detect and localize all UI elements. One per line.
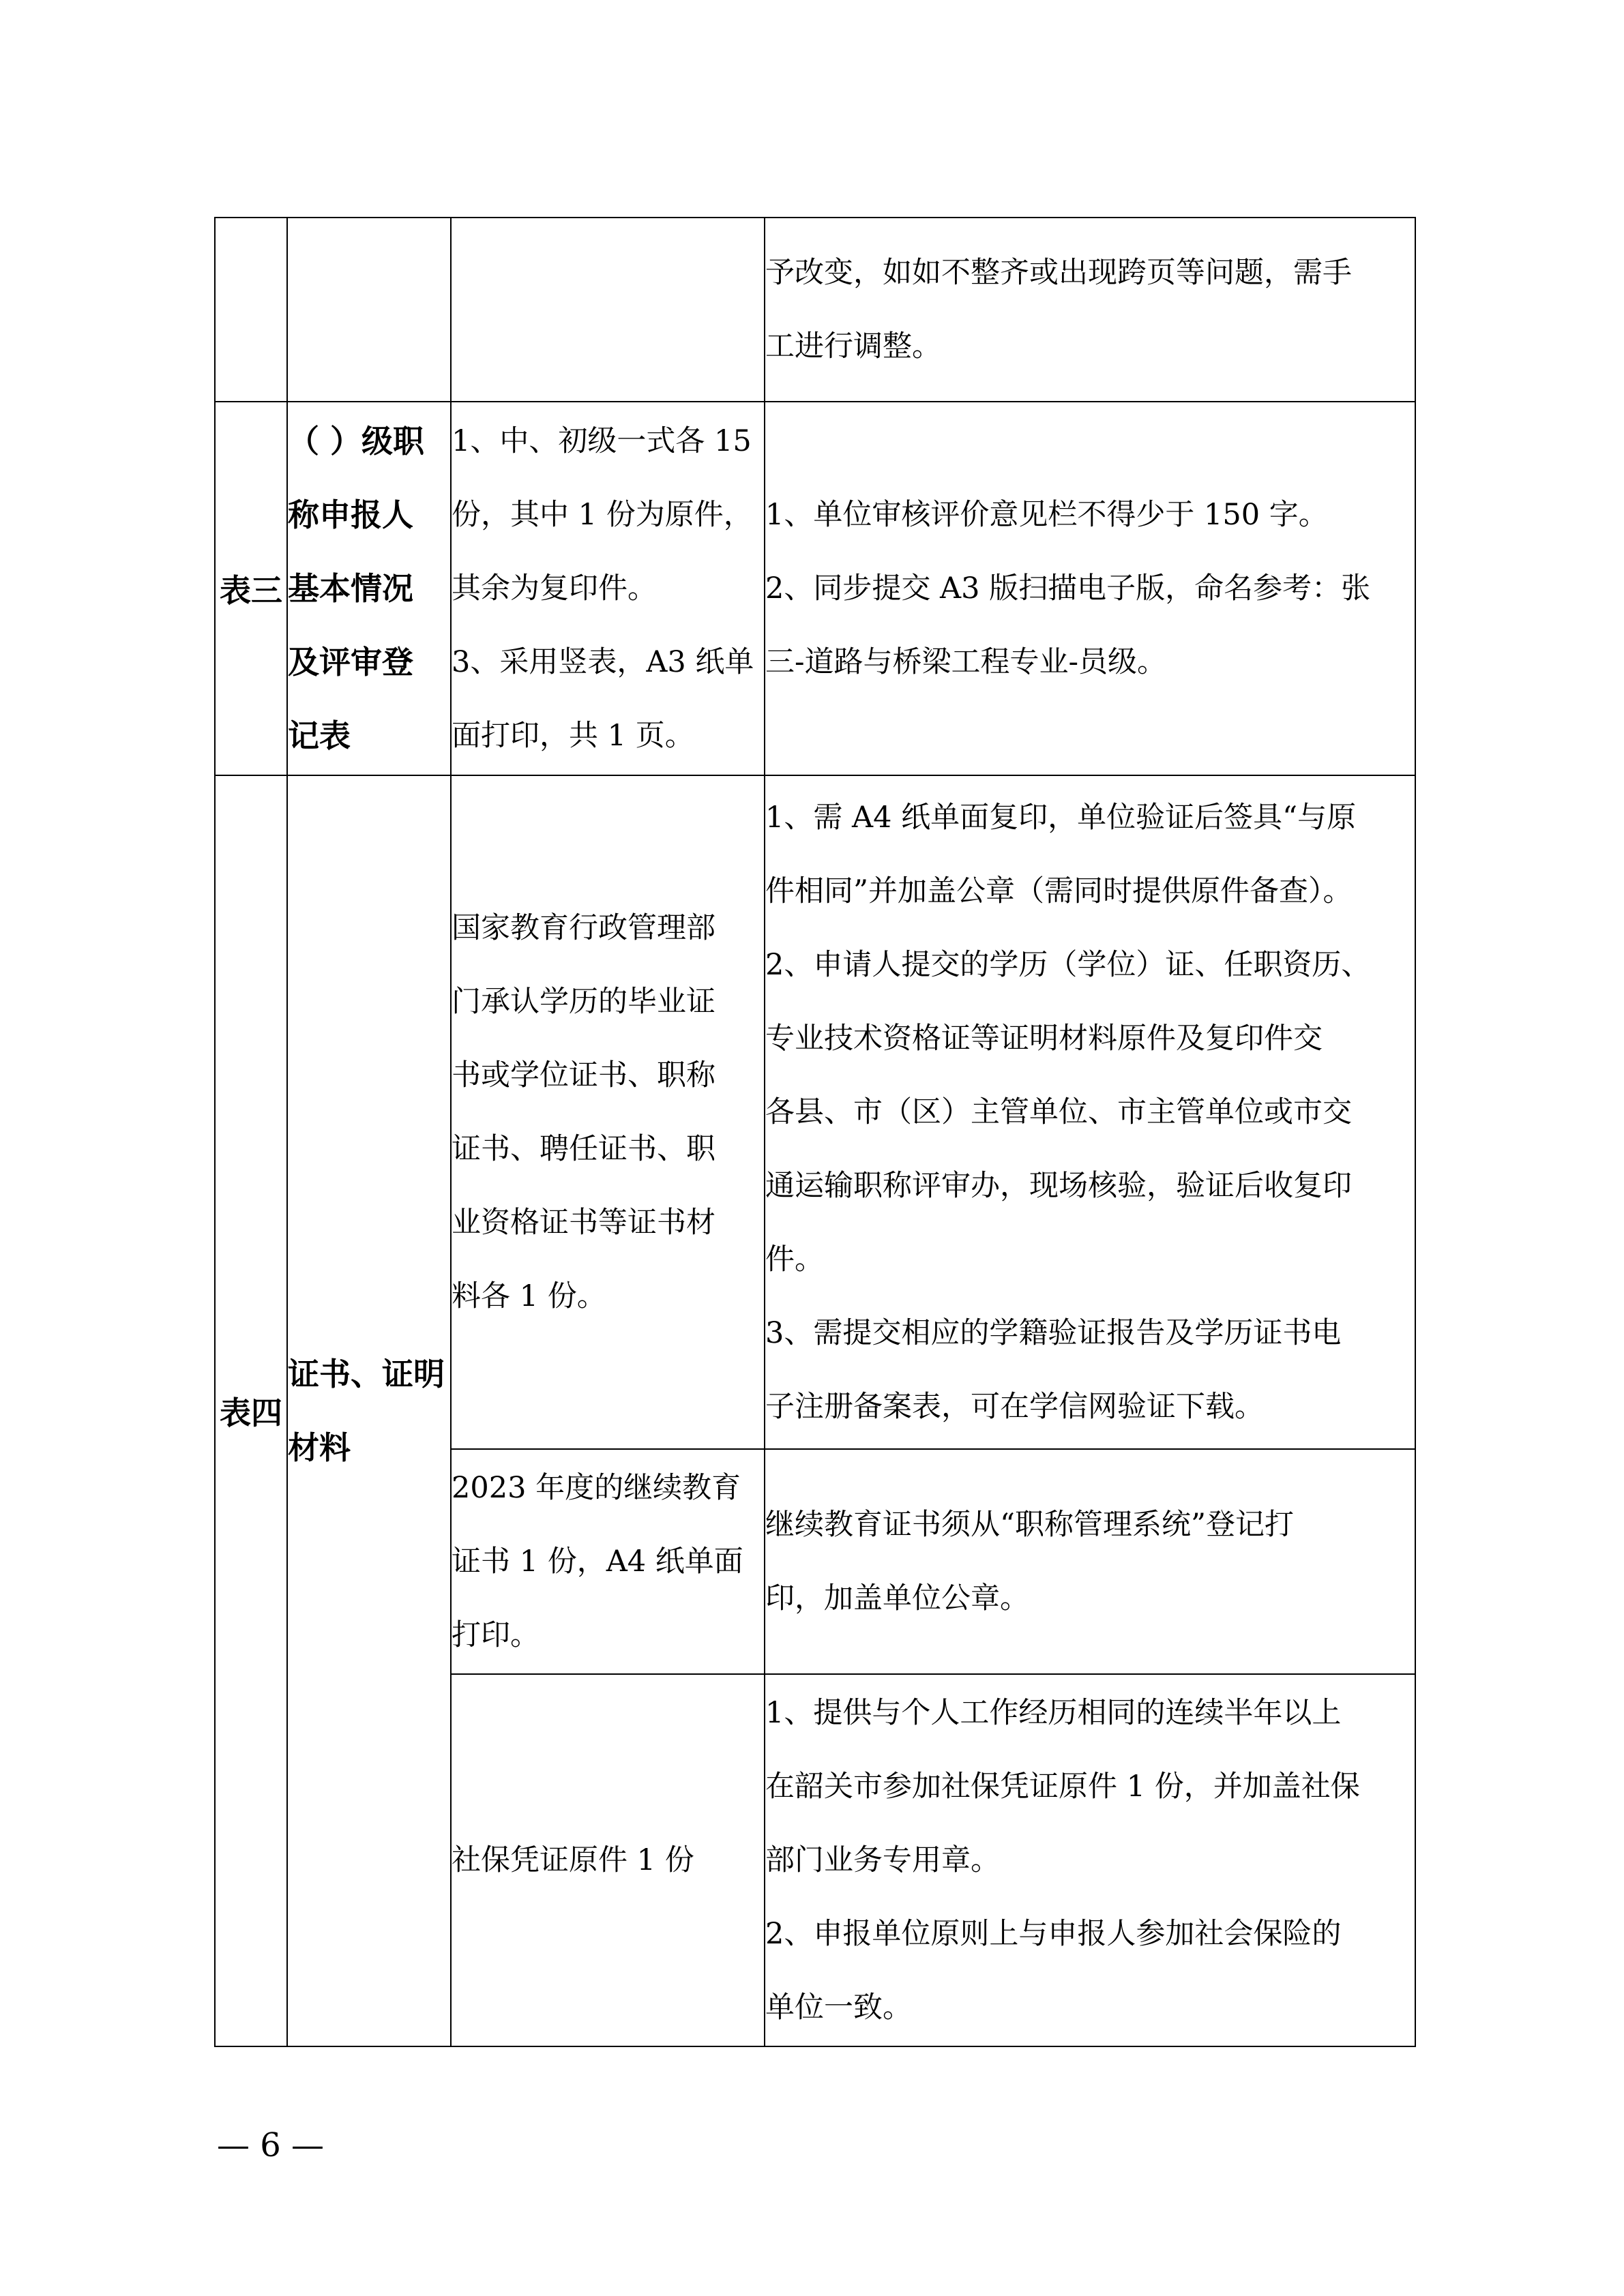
requirement-line: 三-道路与桥梁工程专业-员级。: [765, 645, 1167, 679]
table3-requirement-cell: [765, 402, 1415, 775]
requirement-line: 2、申报单位原则上与申报人参加社会保险的: [765, 1917, 1342, 1951]
material-line: 门承认学历的毕业证: [452, 985, 715, 1019]
name-line: 材料: [288, 1429, 351, 1466]
requirement-line: 通运输职称评审办，现场核验，验证后收复印: [765, 1169, 1352, 1203]
material-line: 2023 年度的继续教育: [452, 1471, 741, 1505]
material-line: 1、中、初级一式各 15: [452, 424, 752, 458]
requirement-line: 1、单位审核评价意见栏不得少于 150 字。: [765, 498, 1328, 532]
material-line: 份，其中 1 份为原件，: [452, 498, 753, 532]
table4-material-cell-2: [451, 1449, 765, 1674]
table4-requirement-cell-1: [765, 775, 1415, 1449]
table-row-table3: [215, 402, 1415, 775]
page-number: — 6 —: [217, 2126, 325, 2164]
requirement-line: 印，加盖单位公章。: [765, 1581, 1029, 1615]
index-cell: [215, 218, 287, 402]
name-line: 基本情况: [288, 570, 413, 607]
materials-table: [214, 217, 1416, 2047]
table4-index: 表四: [215, 775, 287, 2046]
table3-material-cell: [451, 402, 765, 775]
material-line: 社保凭证原件 1 份: [452, 1843, 694, 1877]
requirement-line: 件相同”并加盖公章（需同时提供原件备查）。: [765, 874, 1353, 908]
table-row-continuation: [215, 218, 1415, 402]
name-line: 记表: [288, 717, 351, 754]
table4-name-cell: [287, 775, 451, 2046]
material-cell: [451, 218, 765, 402]
material-line: 料各 1 份。: [452, 1279, 606, 1313]
material-line: 3、采用竖表，A3 纸单: [452, 645, 754, 679]
material-line: 其余为复印件。: [452, 571, 657, 606]
requirement-line: 工进行调整。: [765, 329, 941, 363]
requirement-line: 继续教育证书须从“职称管理系统”登记打: [765, 1508, 1294, 1542]
material-line: 书或学位证书、职称: [452, 1058, 715, 1092]
requirement-line: 部门业务专用章。: [765, 1843, 1000, 1877]
table4-material-cell-3: [451, 1674, 765, 2046]
requirement-line: 2、同步提交 A3 版扫描电子版，命名参考：张: [765, 571, 1371, 606]
name-line: 证书、证明: [288, 1356, 445, 1392]
requirement-line: 各县、市（区）主管单位、市主管单位或市交: [765, 1095, 1352, 1129]
name-line: 称申报人: [288, 496, 413, 533]
table-row-table4-certificates: [215, 775, 1415, 1449]
requirement-line: 专业技术资格证等证明材料原件及复印件交: [765, 1022, 1323, 1056]
name-line: 及评审登: [288, 644, 413, 681]
material-line: 国家教育行政管理部: [452, 911, 715, 945]
table4-material-cell-1: [451, 775, 765, 1449]
requirement-line: 2、申请人提交的学历（学位）证、任职资历、: [765, 948, 1371, 982]
requirement-line: 予改变，如如不整齐或出现跨页等问题，需手: [765, 256, 1352, 290]
material-line: 证书、聘任证书、职: [452, 1132, 715, 1166]
requirement-line: 3、需提交相应的学籍验证报告及学历证书电: [765, 1316, 1342, 1350]
material-line: 业资格证书等证书材: [452, 1206, 715, 1240]
table3-name-cell: [287, 402, 451, 775]
material-line: 面打印，共 1 页。: [452, 719, 694, 753]
requirement-line: 子注册备案表，可在学信网验证下载。: [765, 1390, 1264, 1424]
material-line: 证书 1 份，A4 纸单面: [452, 1545, 743, 1579]
material-line: 打印。: [452, 1618, 540, 1652]
table3-index: 表三: [215, 402, 287, 775]
name-line: （ ）级职: [288, 423, 425, 460]
table4-requirement-cell-2: [765, 1449, 1415, 1674]
table4-requirement-cell-3: [765, 1674, 1415, 2046]
requirement-line: 单位一致。: [765, 1991, 912, 2025]
name-cell: [287, 218, 451, 402]
requirement-line: 1、需 A4 纸单面复印，单位验证后签具“与原: [765, 801, 1357, 835]
requirement-line: 1、提供与个人工作经历相同的连续半年以上: [765, 1696, 1342, 1730]
requirement-cell: [765, 218, 1415, 402]
requirement-line: 在韶关市参加社保凭证原件 1 份，并加盖社保: [765, 1770, 1360, 1804]
requirement-line: 件。: [765, 1242, 824, 1277]
